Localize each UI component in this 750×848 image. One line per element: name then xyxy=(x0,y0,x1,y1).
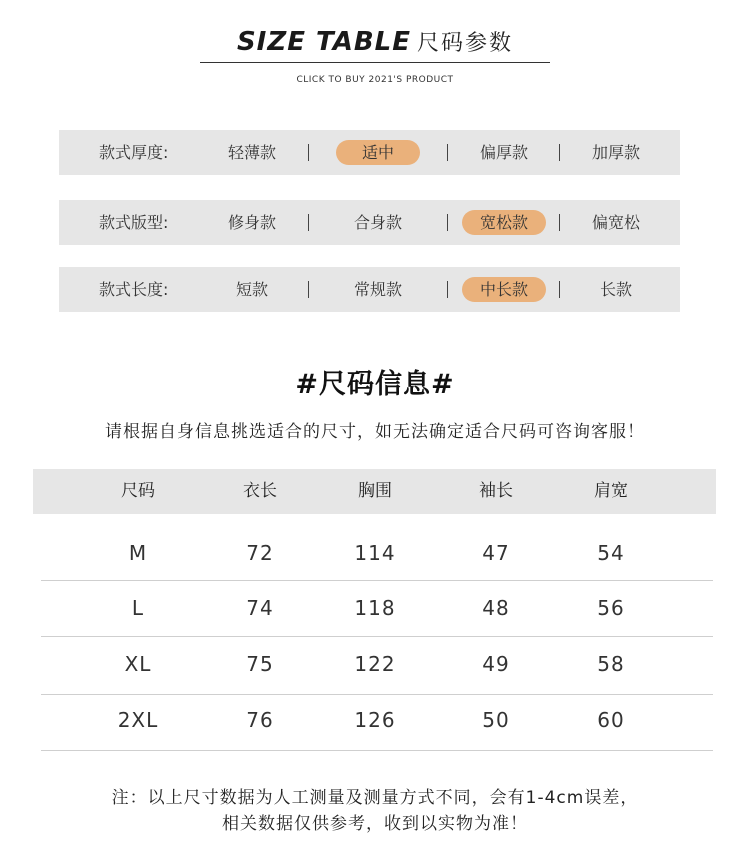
size-table-header xyxy=(0,26,750,57)
header-divider xyxy=(200,62,550,63)
table-cell: 54 xyxy=(597,541,625,565)
table-cell: 60 xyxy=(597,708,625,732)
option-item: 偏厚款 xyxy=(479,143,528,162)
option-item-selected: 中长款 xyxy=(462,277,546,302)
table-row xyxy=(0,692,750,748)
option-separator xyxy=(559,214,560,231)
table-cell: 75 xyxy=(246,652,274,676)
table-cell: 122 xyxy=(354,652,396,676)
table-cell: M xyxy=(128,541,148,565)
table-header-cell: 衣长 xyxy=(243,481,277,501)
table-row xyxy=(0,580,750,636)
table-cell: 2XL xyxy=(117,708,159,732)
option-separator xyxy=(308,281,309,298)
table-cell: 47 xyxy=(482,541,510,565)
option-item: 合身款 xyxy=(353,213,402,232)
table-row-divider xyxy=(41,750,713,751)
table-header-cell: 袖长 xyxy=(479,481,513,501)
measurement-note-line1: 注：以上尺寸数据为人工测量及测量方式不同，会有1-4cm误差， xyxy=(111,788,639,808)
option-item: 常规款 xyxy=(353,280,402,299)
table-header-cell: 尺码 xyxy=(121,481,155,501)
fit-option-row xyxy=(59,200,680,245)
option-item: 长款 xyxy=(599,280,632,299)
option-separator xyxy=(308,214,309,231)
header-subtitle: CLICK TO BUY 2021'S PRODUCT xyxy=(296,75,454,85)
option-separator xyxy=(447,144,448,161)
option-row-label: 款式长度: xyxy=(99,280,169,299)
option-row-label: 款式版型: xyxy=(99,213,169,232)
table-row xyxy=(0,525,750,581)
size-table-header-row xyxy=(33,469,716,514)
table-cell: 49 xyxy=(482,652,510,676)
table-cell: 58 xyxy=(597,652,625,676)
table-cell: 118 xyxy=(354,596,396,620)
option-separator xyxy=(559,281,560,298)
option-item: 轻薄款 xyxy=(227,143,276,162)
option-separator xyxy=(447,281,448,298)
table-cell: 48 xyxy=(482,596,510,620)
option-item-selected: 适中 xyxy=(336,140,420,165)
thickness-option-row xyxy=(59,130,680,175)
table-cell: 50 xyxy=(482,708,510,732)
table-cell: XL xyxy=(124,652,152,676)
option-separator xyxy=(308,144,309,161)
size-info-title: #尺码信息# xyxy=(295,369,455,400)
table-row xyxy=(0,636,750,692)
measurement-note-line2: 相关数据仅供参考，收到以实物为准！ xyxy=(222,814,528,834)
table-cell: 114 xyxy=(354,541,396,565)
option-separator xyxy=(559,144,560,161)
option-separator xyxy=(447,214,448,231)
table-header-cell: 肩宽 xyxy=(594,481,628,501)
table-cell: L xyxy=(131,596,145,620)
option-item-selected: 宽松款 xyxy=(462,210,546,235)
option-item: 加厚款 xyxy=(591,143,640,162)
option-item: 偏宽松 xyxy=(591,213,640,232)
title-cn: 尺码参数 xyxy=(417,31,514,56)
table-cell: 74 xyxy=(246,596,274,620)
option-item: 短款 xyxy=(235,280,268,299)
table-cell: 56 xyxy=(597,596,625,620)
table-header-cell: 胸围 xyxy=(358,481,392,501)
option-row-label: 款式厚度: xyxy=(99,143,169,162)
option-item: 修身款 xyxy=(227,213,276,232)
length-option-row xyxy=(59,267,680,312)
table-cell: 72 xyxy=(246,541,274,565)
title-en: SIZE TABLE xyxy=(236,27,412,57)
table-cell: 126 xyxy=(354,708,396,732)
table-cell: 76 xyxy=(246,708,274,732)
size-info-description: 请根据自身信息挑选适合的尺寸，如无法确定适合尺码可咨询客服！ xyxy=(105,422,645,442)
